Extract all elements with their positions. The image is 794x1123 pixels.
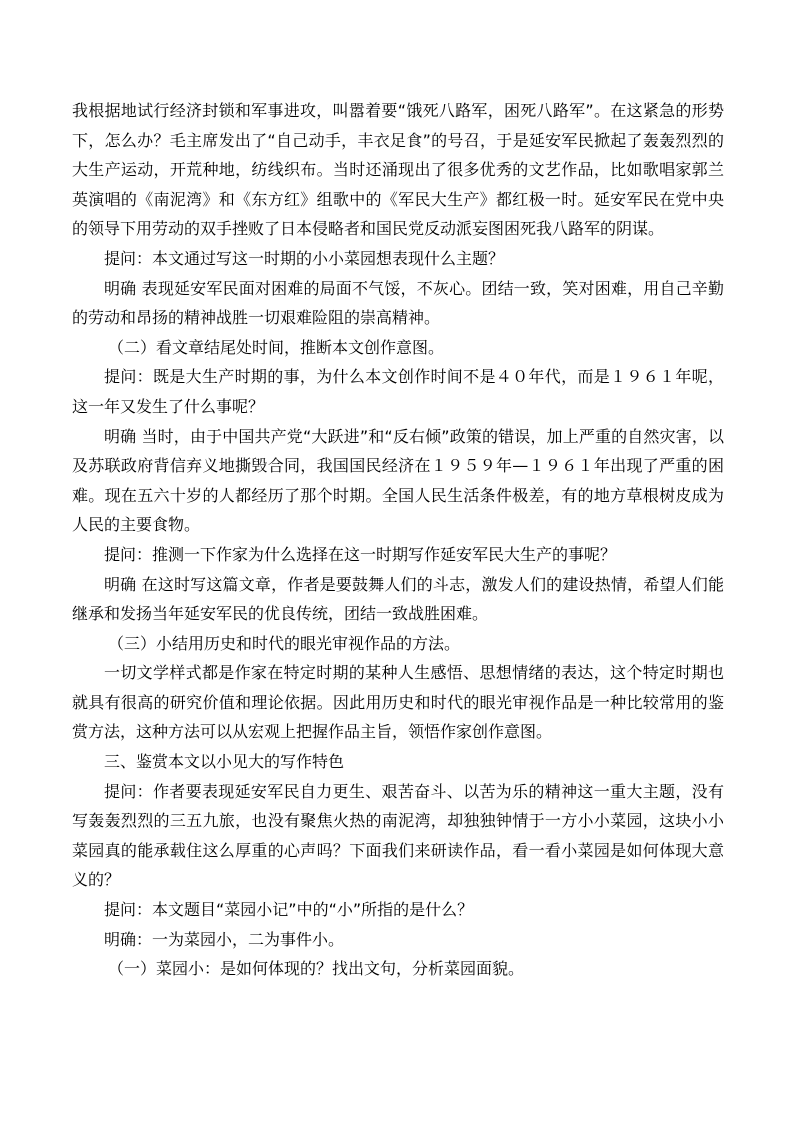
- answer-theme: 明确 表现延安军民面对困难的局面不气馁，不灰心。团结一致，笑对困难，用自己辛勤的劳动和昂扬的精神战胜一切艰难险阻的崇高精神。: [72, 278, 724, 328]
- paragraph-background: 我根据地试行经济封锁和军事进攻，叫嚣着要“饿死八路军，困死八路军”。在这紧急的形势下，怎么办？毛主席发出了“自己动手，丰衣足食”的号召，于是延安军民掀起了轰轰烈烈的大生产运动，开荒种地，纺线织布。当时还涌现出了很多优秀的文艺作品，比如歌唱家郭兰英演唱的《南泥湾》和《东方红》组歌中的《军民大生产》都红极一时。延安军民在党中央的领导下用劳动的双手挫败了日本侵略者和国民党反动派妄图困死我八路军的阴谋。: [72, 101, 724, 239]
- subheading-summary-method: （三）小结用历史和时代的眼光审视作品的方法。: [108, 633, 461, 653]
- question-small-garden: 提问：作者要表现延安军民自力更生、艰苦奋斗、以苦为乐的精神这一重大主题，没有写轰轰烈烈的三五九旅，也没有聚焦火热的南泥湾，却独独钟情于一方小小菜园，这块小小菜园真的能承载住这么厚重的心声吗？下面我们来研读作品，看一看小菜园是如何体现大意义的？: [72, 781, 724, 890]
- question-title-small: 提问：本文题目“菜园小记”中的“小”所指的是什么？: [104, 900, 474, 920]
- subheading-garden-small: （一）菜园小：是如何体现的？找出文句，分析菜园面貌。: [108, 959, 525, 979]
- question-creation-year: 提问：既是大生产时期的事，为什么本文创作时间不是４０年代，而是１９６１年呢，这一年又发生了什么事呢？: [72, 367, 724, 416]
- question-theme: 提问：本文通过写这一时期的小小菜园想表现什么主题？: [104, 248, 505, 268]
- section-heading-three: 三、鉴赏本文以小见大的写作特色: [104, 752, 345, 772]
- paragraph-summary-method: 一切文学样式都是作家在特定时期的某种人生感悟、思想情绪的表达，这个特定时期也就具有很高的研究价值和理论依据。因此用历史和时代的眼光审视作品是一种比较常用的鉴赏方法，这种方法可以从宏观上把握作品主旨，领悟作家创作意图。: [72, 663, 724, 742]
- answer-author-intent: 明确 在这时写这篇文章，作者是要鼓舞人们的斗志，激发人们的建设热情，希望人们能继承和发扬当年延安军民的优良传统，团结一致战胜困难。: [72, 574, 724, 624]
- answer-title-small: 明确：一为菜园小，二为事件小。: [104, 929, 345, 949]
- answer-creation-year: 明确 当时，由于中国共产党“大跃进”和“反右倾”政策的错误，加上严重的自然灾害，以及苏联政府背信弃义地撕毁合同，我国国民经济在１９５９年—１９６１年出现了严重的困难。现在五六十岁的人都经历了那个时期。全国人民生活条件极差，有的地方草根树皮成为人民的主要食物。: [72, 426, 724, 535]
- question-author-intent: 提问：推测一下作家为什么选择在这一时期写作延安军民大生产的事呢？: [104, 544, 617, 564]
- subheading-ending-time: （二）看文章结尾处时间，推断本文创作意图。: [108, 337, 445, 357]
- document-body: [72, 96, 724, 984]
